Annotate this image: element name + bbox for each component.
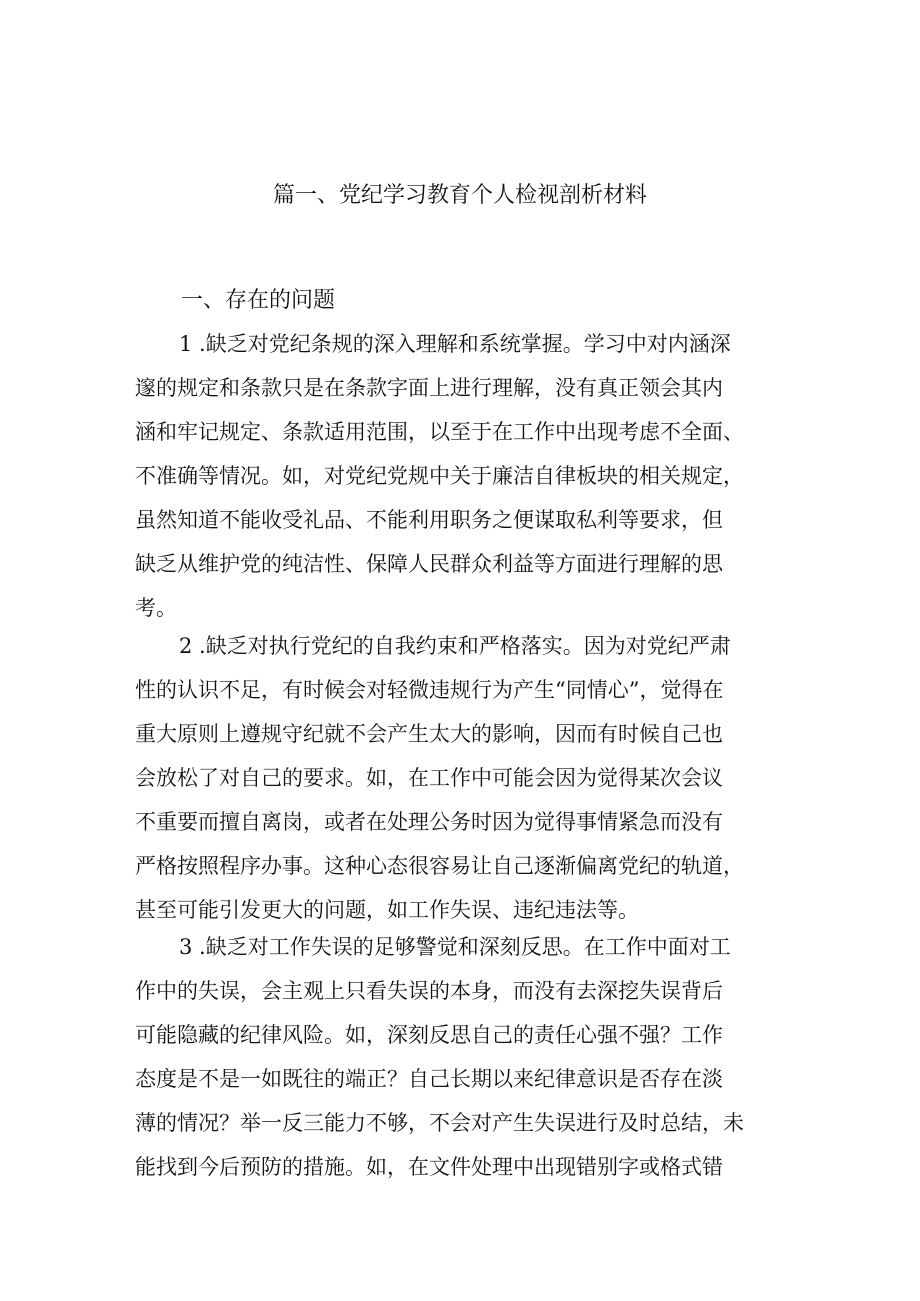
paragraph-line: 1 .缺乏对党纪条规的深入理解和系统掌握。学习中对内涵深 bbox=[179, 332, 731, 356]
paragraph-line: 作中的失误，会主观上只看失误的本身，而没有去深挖失误背后 bbox=[135, 979, 723, 1003]
paragraph-line: 涵和牢记规定、条款适用范围，以至于在工作中出现考虑不全面、 bbox=[135, 420, 744, 444]
paragraph-line: 可能隐藏的纪律风险。如，深刻反思自己的责任心强不强？工作 bbox=[135, 1023, 723, 1047]
paragraph-line: 态度是不是一如既往的端正？自己长期以来纪律意识是否存在淡 bbox=[135, 1067, 723, 1091]
paragraph-line: 邃的规定和条款只是在条款字面上进行理解，没有真正领会其内 bbox=[135, 376, 723, 400]
paragraph-line: 不重要而擅自离岗，或者在处理公务时因为觉得事情紧急而没有 bbox=[135, 810, 723, 834]
section-heading: 一、存在的问题 bbox=[181, 288, 336, 313]
paragraph-line: 性的认识不足，有时候会对轻微违规行为产生“同情心”，觉得在 bbox=[135, 678, 724, 702]
paragraph-line: 缺乏从维护党的纯洁性、保障人民群众利益等方面进行理解的思 bbox=[135, 552, 723, 576]
paragraph-1 bbox=[135, 322, 795, 630]
paragraph-line: 2 .缺乏对执行党纪的自我约束和严格落实。因为对党纪严肃 bbox=[179, 634, 731, 658]
paragraph-line: 严格按照程序办事。这种心态很容易让自己逐渐偏离党纪的轨道， bbox=[135, 854, 744, 878]
paragraph-line: 虽然知道不能收受礼品、不能利用职务之便谋取私利等要求，但 bbox=[135, 508, 723, 532]
paragraph-2 bbox=[135, 624, 795, 932]
paragraph-line: 薄的情况？举一反三能力不够，不会对产生失误进行及时总结，未 bbox=[135, 1111, 744, 1135]
document-title: 篇一、党纪学习教育个人检视剖析材料 bbox=[272, 183, 647, 208]
paragraph-line: 考。 bbox=[135, 596, 177, 620]
paragraph-line: 会放松了对自己的要求。如，在工作中可能会因为觉得某次会议 bbox=[135, 766, 723, 790]
paragraph-line: 甚至可能引发更大的问题，如工作失误、违纪违法等。 bbox=[135, 898, 639, 922]
paragraph-3 bbox=[135, 925, 795, 1189]
paragraph-line: 能找到今后预防的措施。如，在文件处理中出现错别字或格式错 bbox=[135, 1155, 723, 1179]
paragraph-line: 3 .缺乏对工作失误的足够警觉和深刻反思。在工作中面对工 bbox=[179, 935, 731, 959]
paragraph-line: 重大原则上遵规守纪就不会产生太大的影响，因而有时候自己也 bbox=[135, 722, 723, 746]
paragraph-line: 不准确等情况。如，对党纪党规中关于廉洁自律板块的相关规定， bbox=[135, 464, 744, 488]
